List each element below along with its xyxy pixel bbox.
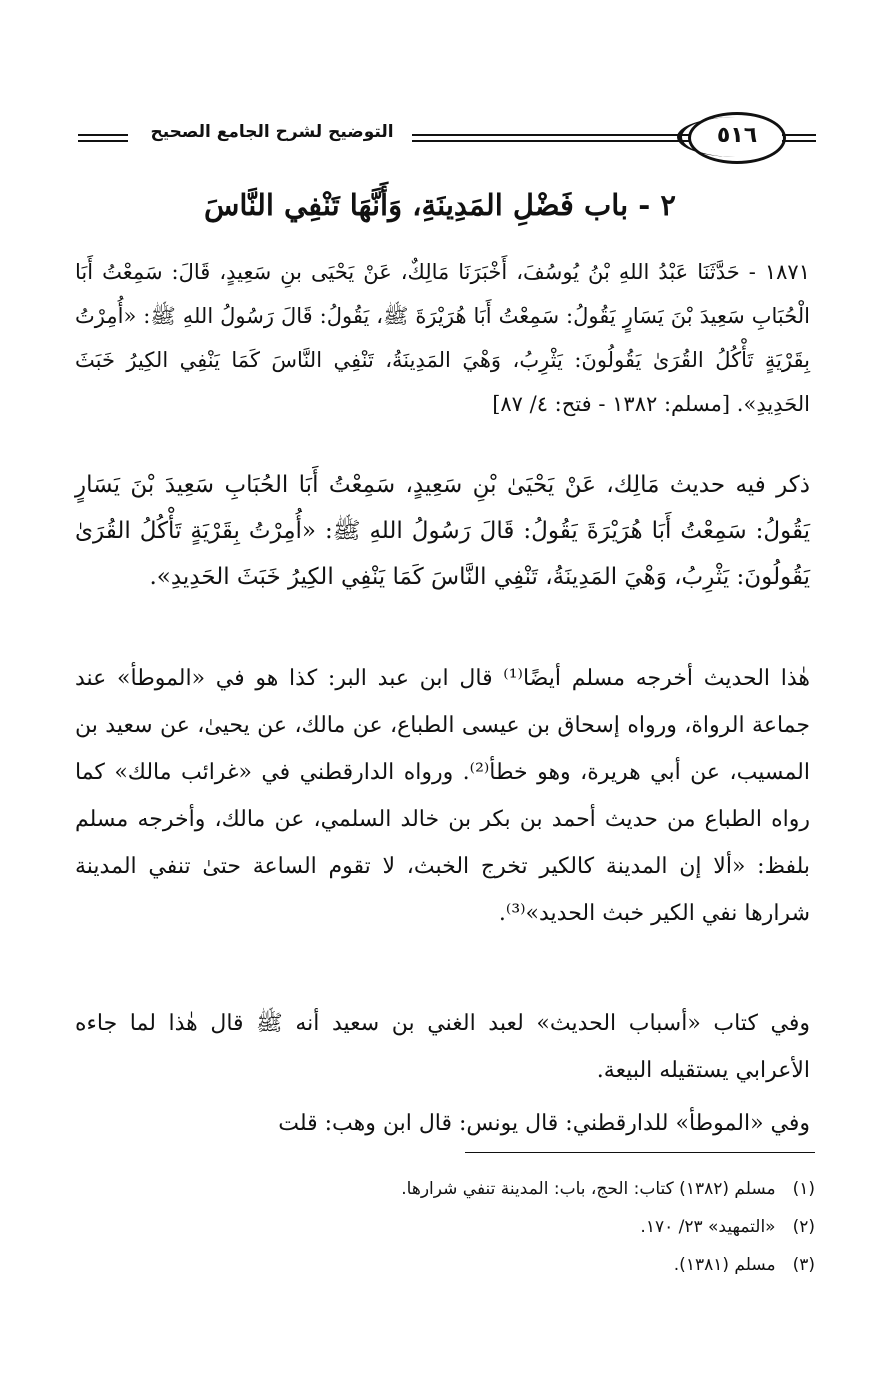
chapter-title: ٢ - باب فَضْلِ المَدِينَةِ، وَأَنَّهَا تَنْفِي النَّاسَ [204,188,676,222]
footnote-text: مسلم (١٣٨٢) كتاب: الحج، باب: المدينة تنفي شرارها. [401,1179,776,1199]
commentary-paragraph-3: وفي كتاب «أسباب الحديث» لعبد الغني بن سعيد أنه ﷺ قال هٰذا لما جاءه الأعرابي يستقيله البيعة. [75,1011,810,1083]
commentary-paragraph-2: هٰذا الحديث أخرجه مسلم أيضًا⁽¹⁾ قال ابن عبد البر: كذا هو في «الموطأ» عند جماعة الرواة، ورواه إسحاق بن عيسى الطباع، عن مالك، عن يحيىٰ، عن سعيد بن المسيب، عن أبي هريرة، وهو خطأ⁽²⁾. ورواه الدارقطني في «غرائب مالك» كما رواه الطباع من حديث أحمد بن بكر بن خالد السلمي، عن مالك، وأخرجه مسلم بلفظ: «ألا إن المدينة كالكير تخرج الخبث، لا تقوم الساعة حتىٰ تنفي المدينة شرارها نفي الكير خبث الحديد»⁽³⁾. [75,666,811,926]
running-header [78,112,800,168]
footnote-number: (٢) [792,1217,815,1237]
commentary-paragraph-1: ذكر فيه حديث مَالِك، عَنْ يَحْيَىٰ بْنِ سَعِيدٍ، سَمِعْتُ أَبَا الحُبَابِ سَعِيدَ بْنَ يَسَارٍ يَقُولُ: سَمِعْتُ أَبَا هُرَيْرَةَ يَقُولُ: قَالَ رَسُولُ اللهِ ﷺ: «أُمِرْتُ بِقَرْيَةٍ تَأْكُلُ القُرَىٰ يَقُولُونَ: يَثْرِبُ، وَهْيَ المَدِينَةُ، تَنْفِي النَّاسَ كَمَا يَنْفِي الكِيرُ خَبَثَ الحَدِيدِ». [75,472,810,590]
footnote-number: (١) [792,1179,815,1199]
footnote [250,1208,815,1246]
footnote-number: (٣) [792,1255,815,1275]
header-rule-right [782,134,816,142]
footnote [250,1170,815,1208]
header-rule-left [78,134,128,142]
running-title: التوضيح لشرح الجامع الصحيح [150,122,394,142]
footnotes [250,1170,815,1284]
footnote-text: مسلم (١٣٨١). [673,1255,776,1275]
footnote-separator [465,1152,815,1153]
hadith-text: ١٨٧١ - حَدَّثَنَا عَبْدُ اللهِ بْنُ يُوسُفَ، أَخْبَرَنَا مَالِكٌ، عَنْ يَحْيَى بنِ سَعِيدٍ، قَالَ: سَمِعْتُ أَبَا الْحُبَابِ سَعِيدَ بْنَ يَسَارٍ يَقُولُ: سَمِعْتُ أَبَا هُرَيْرَةَ ﷺ، يَقُولُ: قَالَ رَسُولُ اللهِ ﷺ: «أُمِرْتُ بِقَرْيَةٍ تَأْكُلُ القُرَىٰ يَقُولُونَ: يَثْرِبُ، وَهْيَ المَدِينَةُ، تَنْفِي النَّاسَ كَمَا يَنْفِي الكِيرُ خَبَثَ الحَدِيدِ». [مسلم: ١٣٨٢ - فتح: ٤/ ٨٧] [75,260,810,416]
page-number: ٥١٦ [716,123,758,148]
footnote [250,1246,815,1284]
footnote-text: «التمهيد» ٢٣/ ١٧٠. [640,1217,776,1237]
page-number-badge [688,112,786,164]
commentary-paragraph-4: وفي «الموطأ» للدارقطني: قال يونس: قال ابن وهب: قلت [278,1111,810,1136]
header-rule-middle [412,134,712,142]
